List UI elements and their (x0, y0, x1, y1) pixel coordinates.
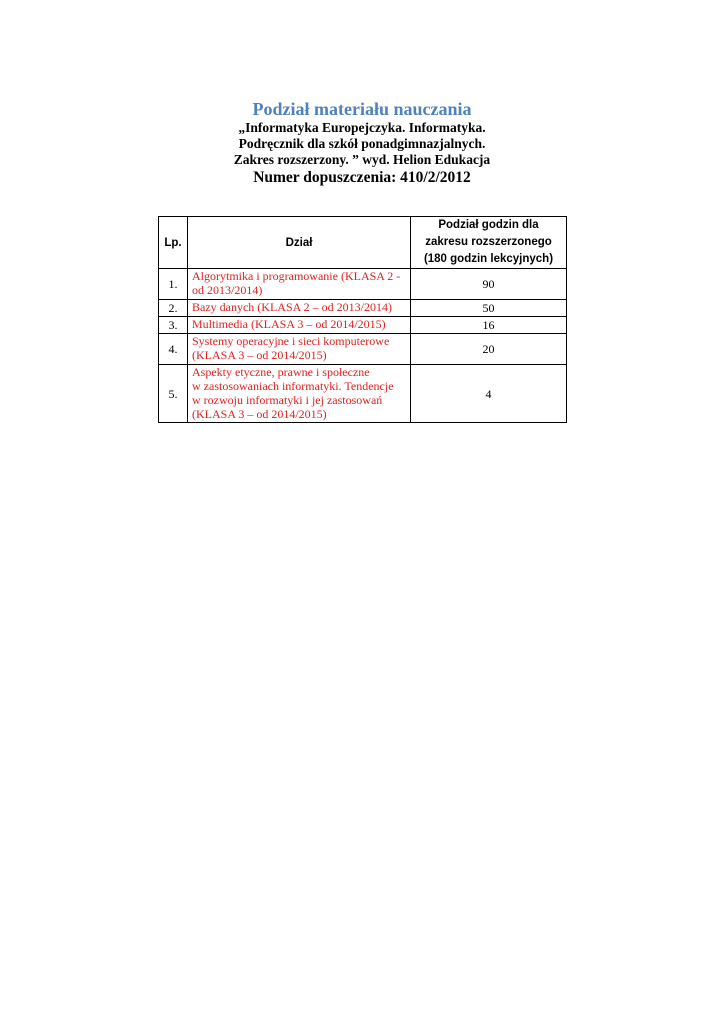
topic-line: Systemy operacyjne i sieci komputerowe (192, 334, 390, 348)
table-row (159, 269, 567, 300)
topic-cell (188, 334, 411, 365)
row-number: 2. (159, 300, 188, 317)
document-title: Podział materiału nauczania (252, 99, 472, 119)
curriculum-table (158, 216, 567, 423)
header-hours (411, 217, 567, 269)
topic-cell (188, 269, 411, 300)
topic-line: od 2013/2014) (192, 283, 263, 297)
subtitle-line-1: „Informatyka Europejczyka. Informatyka. (238, 120, 486, 135)
header-hours-line-1: Podział godzin dla (438, 219, 539, 231)
subtitle-line-2: Podręcznik dla szkół ponadgimnazjalnych. (238, 136, 486, 151)
row-number: 1. (159, 269, 188, 300)
subtitle-line-3: Zakres rozszerzony. ” wyd. Helion Edukacja (233, 152, 491, 167)
header-hours-line-3: (180 godzin lekcyjnych) (423, 253, 554, 265)
header-lp: Lp. (159, 217, 188, 269)
topic-cell (188, 317, 411, 334)
header-dzial: Dział (188, 217, 411, 269)
topic-cell (188, 365, 411, 423)
topic-line: w zastosowaniach informatyki. Tendencje (192, 379, 394, 393)
topic-line: Multimedia (KLASA 3 – od 2014/2015) (192, 317, 386, 331)
topic-line: Bazy danych (KLASA 2 – od 2013/2014) (192, 300, 392, 314)
topic-line: w rozwoju informatyki i jej zastosowań (192, 393, 383, 407)
table-row (159, 365, 567, 423)
topic-line: (KLASA 3 – od 2014/2015) (192, 348, 327, 362)
table-row (159, 317, 567, 334)
hours-cell: 50 (411, 300, 567, 317)
table-row (159, 300, 567, 317)
header-hours-line-2: zakresu rozszerzonego (425, 236, 552, 248)
document-header (0, 98, 724, 187)
row-number: 4. (159, 334, 188, 365)
row-number: 3. (159, 317, 188, 334)
table-header-row (159, 217, 567, 269)
topic-line: (KLASA 3 – od 2014/2015) (192, 407, 327, 421)
table-row (159, 334, 567, 365)
topic-line: Algorytmika i programowanie (KLASA 2 - (192, 269, 401, 283)
hours-cell: 4 (411, 365, 567, 423)
hours-cell: 90 (411, 269, 567, 300)
topic-cell (188, 300, 411, 317)
hours-cell: 20 (411, 334, 567, 365)
approval-number: Numer dopuszczenia: 410/2/2012 (253, 169, 471, 186)
hours-cell: 16 (411, 317, 567, 334)
topic-line: Aspekty etyczne, prawne i społeczne (192, 365, 370, 379)
row-number: 5. (159, 365, 188, 423)
